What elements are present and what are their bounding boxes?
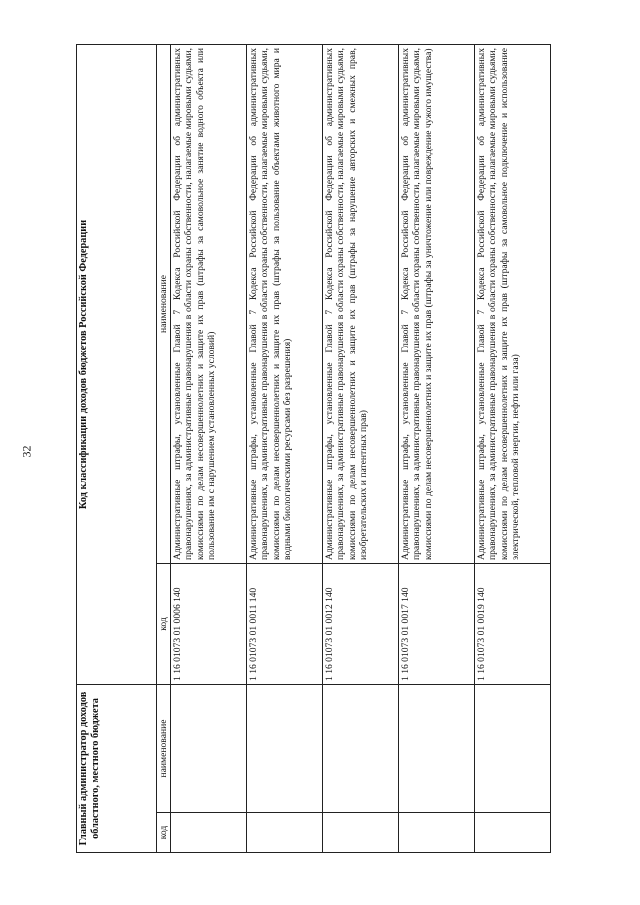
table-row [323,45,399,853]
budget-name-header: наименование [157,45,171,564]
admin-code-cell [399,813,475,853]
table-row [399,45,475,853]
admin-code-cell [475,813,551,853]
budget-code-cell: 1 16 01073 01 0011 140 [247,564,323,685]
budget-name-cell: Административные штрафы, установленные Главой 7 Кодекса Российской Федерации об административных правонарушениях, за административные правонарушения в области охраны собственности, налагаемые мировыми судьями, комиссиями по делам несовершеннолетних и защите их прав (штрафы за самовольное занятие водного объекта или пользование им с нарушением установленных условий) [171,45,247,564]
admin-group-header: Главный администратор доходов областного, местного бюджета [77,685,157,853]
admin-code-cell [247,813,323,853]
budget-name-cell: Административные штрафы, установленные Главой 7 Кодекса Российской Федерации об административных правонарушениях, за административные правонарушения в области охраны собственности, налагаемые мировыми судьями, комиссиями по делам несовершеннолетних и защите их прав (штрафы за самовольное подключение и использование электрической, тепловой энергии, нефти или газа) [475,45,551,564]
table-row [171,45,247,853]
table-row [247,45,323,853]
header-row-sub [157,45,171,853]
admin-code-header: код [157,813,171,853]
admin-name-cell [399,685,475,813]
budget-code-cell: 1 16 01073 01 0019 140 [475,564,551,685]
admin-code-cell [171,813,247,853]
budget-code-header: код [157,564,171,685]
budget-group-header: Код классификации доходов бюджетов Российской Федерации [77,45,157,685]
budget-code-cell: 1 16 01073 01 0017 140 [399,564,475,685]
table-row [475,45,551,853]
admin-name-cell [475,685,551,813]
admin-code-cell [323,813,399,853]
admin-name-cell [171,685,247,813]
budget-name-cell: Административные штрафы, установленные Главой 7 Кодекса Российской Федерации об административных правонарушениях, за административные правонарушения в области охраны собственности, налагаемые мировыми судьями, комиссиями по делам несовершеннолетних и защите их прав (штрафы за пользование объектами животного мира и водными биологическими ресурсами без разрешения) [247,45,323,564]
budget-name-cell: Административные штрафы, установленные Главой 7 Кодекса Российской Федерации об административных правонарушениях, за административные правонарушения в области охраны собственности, налагаемые мировыми судьями, комиссиями по делам несовершеннолетних и защите их прав (штрафы за уничтожение или повреждение чужого имущества) [399,45,475,564]
admin-name-cell [323,685,399,813]
budget-code-cell: 1 16 01073 01 0012 140 [323,564,399,685]
budget-name-cell: Административные штрафы, установленные Главой 7 Кодекса Российской Федерации об административных правонарушениях, за административные правонарушения в области охраны собственности, налагаемые мировыми судьями, комиссиями по делам несовершеннолетних и защите их прав (штрафы за нарушение авторских и смежных прав, изобретательских и патентных прав) [323,45,399,564]
budget-code-cell: 1 16 01073 01 0006 140 [171,564,247,685]
page-number: 32 [19,445,34,458]
budget-classification-table [76,44,551,853]
rotated-table-container [76,45,548,853]
admin-name-header: наименование [157,685,171,813]
admin-name-cell [247,685,323,813]
header-row-group [77,45,157,853]
